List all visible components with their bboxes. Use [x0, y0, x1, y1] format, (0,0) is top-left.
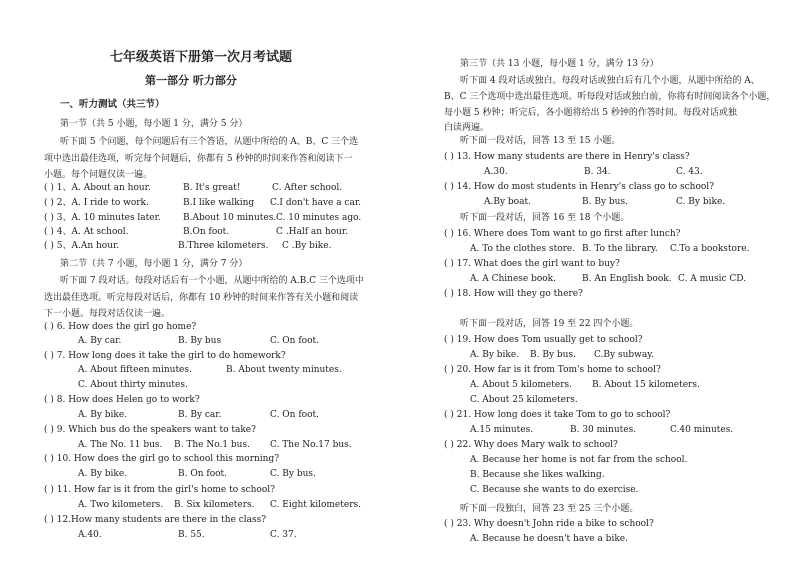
- option-c: C.40 minutes.: [670, 425, 734, 435]
- option-a: A. By bike.: [78, 410, 128, 420]
- part2-instruction: 听下面 7 段对话。每段对话后有一个小题，从题中所给的 A.B.C 三个选项中: [60, 276, 364, 286]
- question-text: ( ) 17. What does the girl want to buy?: [444, 259, 620, 269]
- part1-heading: 第一节（共 5 小题，每小题 1 分，满分 5 分）: [60, 119, 248, 129]
- question-text: ( ) 21. How long does it take Tom to go to school?: [444, 410, 671, 420]
- question-text: ( ) 8. How does Helen go to work?: [44, 395, 200, 405]
- option-c: C .By bike.: [282, 241, 332, 251]
- part3-instruction: 白读两遍。: [444, 123, 490, 133]
- question-text: ( ) 1、A. About an hour.: [44, 183, 151, 193]
- part-title: 第一部分 听力部分: [145, 74, 237, 87]
- option-c: C. After school.: [272, 183, 343, 193]
- option-b: B. By bus.: [582, 197, 628, 207]
- part3-instruction: 每小题 5 秒钟；听完后，各小题将给出 5 秒钟的作答时间。每段对话或独: [444, 108, 737, 118]
- option-a: A. To the clothes store.: [470, 244, 576, 254]
- option-c: C. Eight kilometers.: [270, 500, 361, 510]
- part2-instruction: 下一小题。每段对话仅读一遍。: [44, 309, 171, 319]
- question-text: ( ) 23. Why doesn't John ride a bike to school?: [444, 519, 654, 529]
- question-text: ( ) 7. How long does it take the girl to do homework?: [44, 351, 286, 361]
- option-c: C.I don't have a car.: [270, 198, 362, 208]
- option-c: C. 10 minutes ago.: [276, 213, 362, 223]
- question-text: ( ) 20. How far is it from Tom's home to school?: [444, 365, 661, 375]
- option-b: B. By bus.: [530, 350, 576, 360]
- option-a: A. A Chinese book.: [470, 274, 556, 284]
- option-a: A. About fifteen minutes.: [78, 365, 192, 375]
- exam-title: 七年级英语下册第一次月考试题: [110, 50, 293, 65]
- option-c: C. 43.: [676, 167, 703, 177]
- option-c: C. About thirty minutes.: [78, 380, 188, 390]
- option-c: C.To a bookstore.: [670, 244, 750, 254]
- option-a: A. Because he doesn't have a bike.: [470, 534, 628, 544]
- option-a: A. By bike.: [470, 350, 520, 360]
- option-a: A. The No. 11 bus.: [78, 440, 163, 450]
- option-a: A.30.: [484, 167, 508, 177]
- part2-instruction: 选出最佳选项。听完每段对话后，你都有 10 秒钟的时间来作答有关小题和阅读: [44, 293, 359, 303]
- part2-heading: 第二节（共 7 小题，每小题 1 分，满分 7 分）: [60, 259, 248, 269]
- option-b: B.On foot.: [183, 227, 230, 237]
- option-c: C. 37.: [270, 530, 297, 540]
- part3-instruction: B、C 三个选项中选出最佳选项。听每段对话或独白前，你将有时间阅读各个小题，: [444, 92, 776, 102]
- question-text: ( ) 12.How many students are there in the class?: [44, 515, 267, 525]
- option-b: B. 55.: [178, 530, 205, 540]
- part3-instruction: 听下面 4 段对话或独白。每段对话或独白后有几个小题，从题中所给的 A、: [460, 76, 760, 86]
- option-b: B. By bus: [178, 336, 222, 346]
- group-lead: 听下面一段对话，回答 19 至 22 四个小题。: [460, 319, 639, 329]
- option-b: B. The No.1 bus.: [174, 440, 250, 450]
- option-a: A.By boat.: [484, 197, 531, 207]
- group-lead: 听下面一段独白，回答 23 至 25 三个小题。: [460, 504, 639, 514]
- option-b: B. About 15 kilometers.: [592, 380, 700, 390]
- question-text: ( ) 5、A.An hour.: [44, 241, 120, 251]
- option-b: B. To the library.: [582, 244, 658, 254]
- question-text: ( ) 14. How do most students in Henry's class go to school?: [444, 182, 715, 192]
- question-text: ( ) 13. How many students are there in Henry's class?: [444, 152, 690, 162]
- option-b: B. 30 minutes.: [570, 425, 637, 435]
- option-a: A.15 minutes.: [470, 425, 534, 435]
- group-lead: 听下面一段对话，回答 16 至 18 个小题。: [460, 213, 630, 223]
- option-a: A. By car.: [78, 336, 122, 346]
- option-a: A. Because her home is not far from the school.: [470, 455, 688, 465]
- part1-instruction: 项中选出最佳选项，听完每个问题后，你都有 5 秒钟的时间来作答和阅读下一: [44, 154, 353, 164]
- question-text: ( ) 6. How does the girl go home?: [44, 322, 197, 332]
- option-c: C. A music CD.: [678, 274, 747, 284]
- option-b: B.Three kilometers.: [178, 241, 269, 251]
- option-c: C. By bus.: [270, 469, 316, 479]
- option-c: C. On foot.: [270, 336, 319, 346]
- option-b: B. On foot.: [178, 469, 228, 479]
- question-text: ( ) 10. How does the girl go to school this morning?: [44, 454, 280, 464]
- option-b: B. Six kilometers.: [174, 500, 255, 510]
- option-c: C.By subway.: [594, 350, 654, 360]
- option-b: B.About 10 minutes.: [183, 213, 277, 223]
- option-a: A. About 5 kilometers.: [470, 380, 572, 390]
- question-text: ( ) 3、A. 10 minutes later.: [44, 213, 161, 223]
- option-b: B. About twenty minutes.: [226, 365, 342, 375]
- part1-instruction: 小题。每个问题仅读一遍。: [44, 170, 153, 180]
- option-c: C. The No.17 bus.: [270, 440, 352, 450]
- section-heading: 一、听力测试（共三节）: [60, 99, 165, 110]
- option-b: B. 34.: [584, 167, 611, 177]
- option-c: C. On foot.: [270, 410, 319, 420]
- question-text: ( ) 16. Where does Tom want to go first after lunch?: [444, 229, 681, 239]
- question-text: ( ) 9. Which bus do the speakers want to take?: [44, 425, 256, 435]
- option-c: C. By bike.: [676, 197, 726, 207]
- option-c: C. About 25 kilometers.: [470, 395, 578, 405]
- question-text: ( ) 19. How does Tom usually get to school?: [444, 335, 643, 345]
- part3-heading: 第三节（共 13 小题，每小题 1 分，满分 13 分）: [460, 59, 659, 69]
- option-c: C .Half an hour.: [276, 227, 349, 237]
- question-text: ( ) 22. Why does Mary walk to school?: [444, 440, 618, 450]
- question-text: ( ) 4、A. At school.: [44, 227, 129, 237]
- option-b: B. Because she likes walking.: [470, 470, 605, 480]
- question-text: ( ) 2、A. I ride to work.: [44, 198, 149, 208]
- option-a: A.40.: [78, 530, 102, 540]
- group-lead: 听下面一段对话，回答 13 至 15 小题。: [460, 136, 621, 146]
- option-b: B. It's great!: [183, 183, 241, 193]
- option-b: B.I like walking: [183, 198, 255, 208]
- option-a: A. By bike.: [78, 469, 128, 479]
- question-text: ( ) 18. How will they go there?: [444, 289, 583, 299]
- part1-instruction: 听下面 5 个问题，每个问题后有三个答语，从题中所给的 A、B、C 三个选: [60, 137, 359, 147]
- option-b: B. By car.: [178, 410, 222, 420]
- option-c: C. Because she wants to do exercise.: [470, 485, 639, 495]
- question-text: ( ) 11. How far is it from the girl's home to school?: [44, 485, 275, 495]
- option-a: A. Two kilometers.: [78, 500, 164, 510]
- option-b: B. An English book.: [582, 274, 672, 284]
